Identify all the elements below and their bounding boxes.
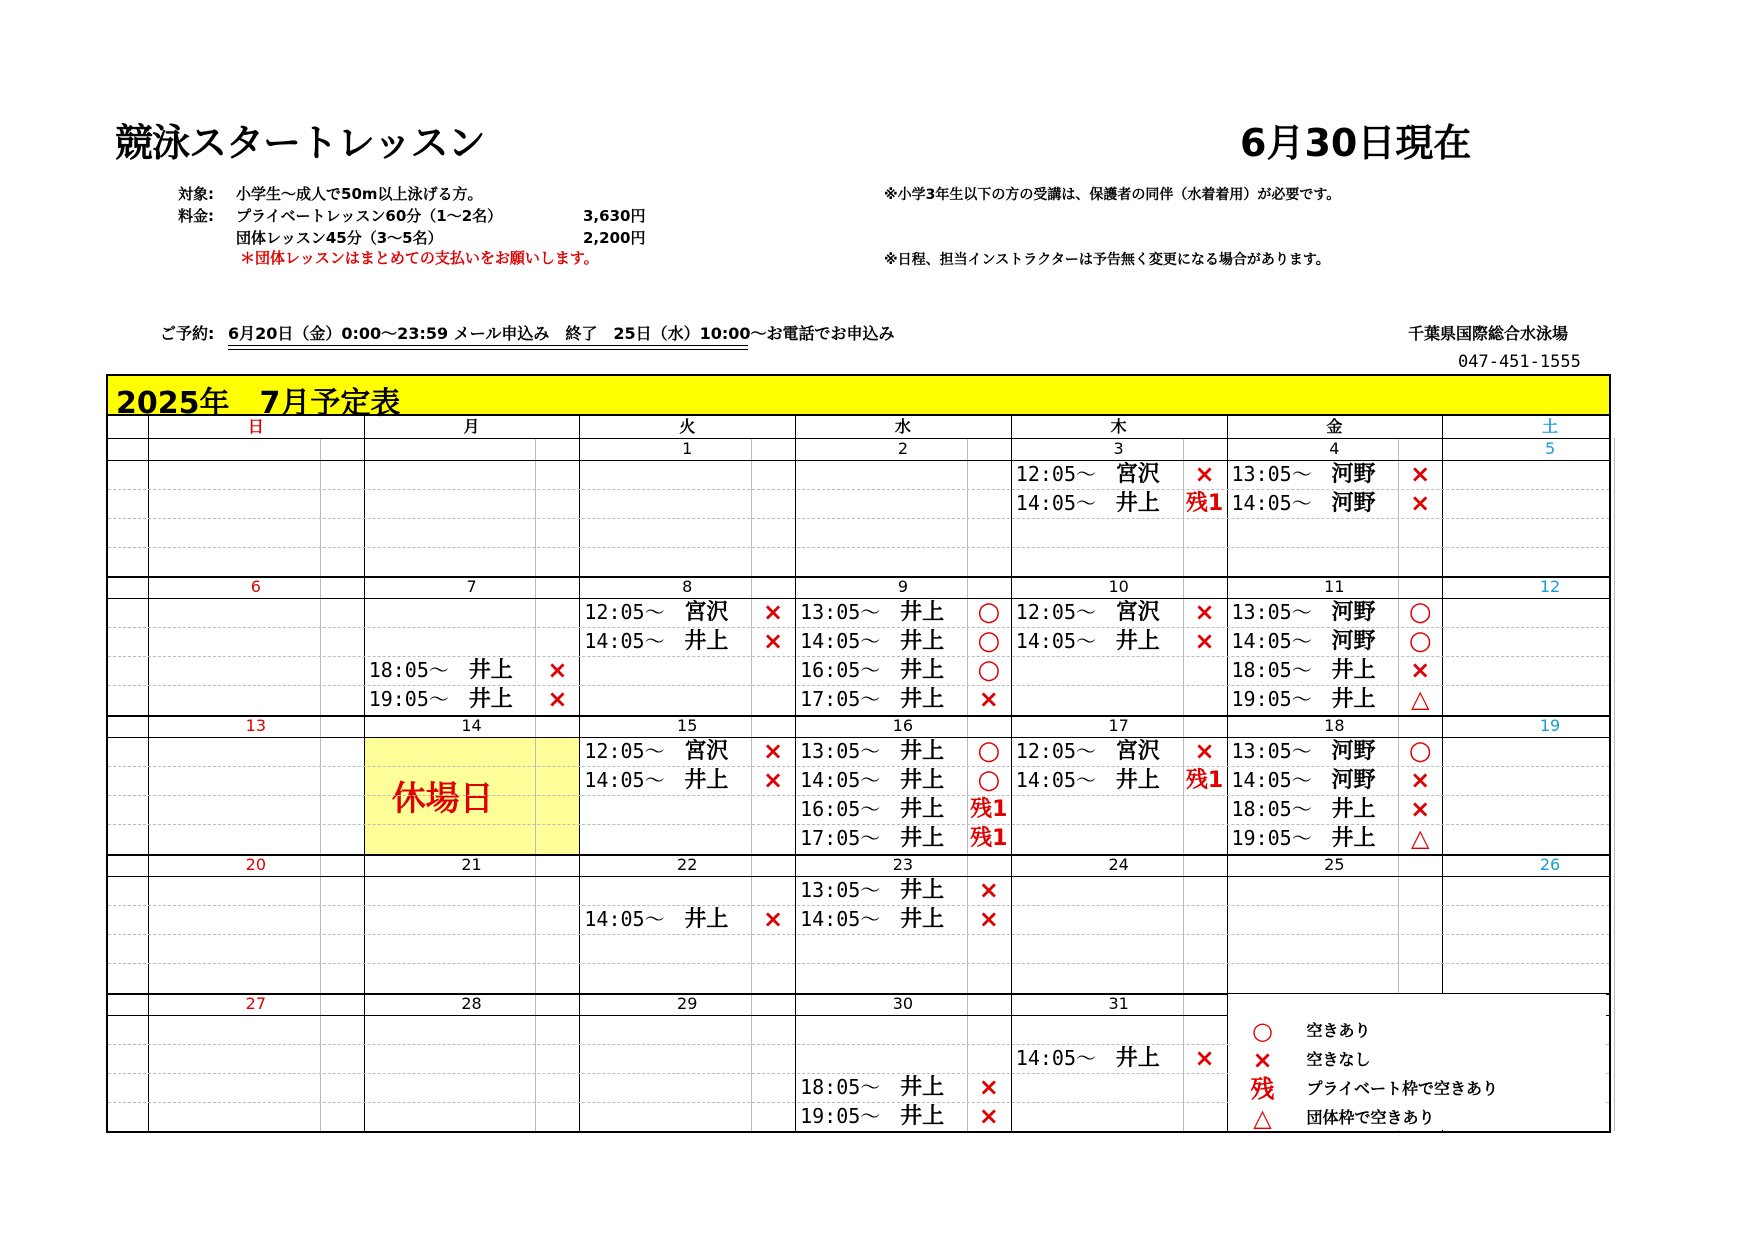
availability-mark: × — [978, 876, 999, 904]
slot-instructor: 井上 — [900, 1075, 945, 1100]
legend-text: 団体枠で空きあり — [1306, 1108, 1435, 1127]
slot-time: 12:05～ — [584, 600, 665, 624]
grid-line-mark-col — [751, 438, 752, 1131]
lesson-slot — [1232, 627, 1396, 656]
lesson-slot — [1016, 627, 1180, 656]
date-number: 17 — [1108, 716, 1129, 735]
slot-time: 16:05～ — [800, 658, 881, 682]
availability-mark: 残1 — [970, 826, 1008, 851]
slot-time: 14:05～ — [800, 768, 881, 792]
availability-mark: × — [978, 1102, 999, 1130]
availability-mark: × — [1194, 1044, 1215, 1072]
slot-time: 14:05～ — [1015, 1046, 1097, 1070]
slot-time: 14:05～ — [1231, 768, 1312, 792]
date-number: 20 — [245, 855, 267, 874]
slot-time: 18:05～ — [800, 1075, 881, 1099]
page-title: 競泳スタートレッスン — [115, 121, 485, 165]
slot-time: 13:05～ — [800, 600, 881, 624]
slot-instructor: 井上 — [468, 658, 513, 683]
slot-row-line — [108, 547, 1609, 548]
date-number: 26 — [1539, 855, 1561, 874]
lesson-slot — [584, 598, 748, 627]
availability-mark: × — [1410, 656, 1431, 684]
availability-mark: × — [1410, 766, 1431, 794]
lesson-slot — [1232, 795, 1396, 824]
date-number: 30 — [892, 994, 914, 1013]
availability-mark: × — [547, 685, 568, 713]
slot-row-line — [108, 518, 1609, 519]
slot-row-line — [108, 934, 1609, 935]
slot-instructor: 河野 — [1331, 768, 1376, 793]
lesson-slot — [800, 656, 964, 685]
date-number: 1 — [682, 439, 693, 458]
date-number: 11 — [1324, 577, 1345, 596]
availability-mark: × — [1410, 795, 1431, 823]
slot-instructor: 宮沢 — [684, 739, 729, 764]
lesson-slot — [800, 876, 964, 905]
date-number: 2 — [897, 439, 909, 458]
slot-instructor: 井上 — [900, 687, 945, 712]
slot-time: 14:05～ — [584, 768, 665, 792]
slot-instructor: 井上 — [1115, 1046, 1160, 1071]
slot-instructor: 井上 — [900, 907, 945, 932]
slot-instructor: 井上 — [1331, 658, 1376, 683]
slot-time: 19:05～ — [1231, 687, 1312, 711]
fee-group: 団体レッスン45分（3～5名） — [236, 229, 443, 247]
availability-mark: × — [763, 627, 784, 655]
slot-instructor: 井上 — [900, 797, 945, 822]
lesson-slot — [800, 1102, 964, 1131]
lesson-slot — [584, 905, 748, 934]
note-guardian: ※小学3年生以下の方の受講は、保護者の同伴（水着着用）が必要です。 — [884, 187, 1341, 203]
lesson-slot — [800, 766, 964, 795]
date-number: 13 — [245, 716, 267, 735]
slot-time: 14:05～ — [1015, 768, 1097, 792]
weekday-header: 金 — [1326, 417, 1343, 436]
calendar-table — [106, 374, 1611, 1133]
availability-mark: △ — [1410, 824, 1430, 852]
slot-time: 14:05～ — [1015, 629, 1097, 653]
legend-item — [1243, 1017, 1623, 1045]
weekday-header: 日 — [247, 417, 264, 436]
slot-time: 13:05～ — [800, 739, 881, 763]
lesson-slot — [800, 627, 964, 656]
availability-mark: × — [763, 737, 784, 765]
slot-instructor: 河野 — [1331, 600, 1376, 625]
lesson-slot — [584, 737, 748, 766]
date-number: 7 — [466, 577, 477, 596]
lesson-slot — [800, 737, 964, 766]
note-change: ※日程、担当インストラクターは予告無く変更になる場合があります。 — [884, 252, 1330, 268]
slot-time: 14:05～ — [1015, 491, 1097, 515]
availability-mark: △ — [1410, 685, 1430, 713]
legend-item — [1243, 1075, 1623, 1103]
phone-number: 047-451-1555 — [1458, 352, 1581, 372]
date-number: 22 — [677, 855, 698, 874]
slot-instructor: 宮沢 — [684, 600, 729, 625]
slot-instructor: 宮沢 — [1115, 600, 1160, 625]
date-number: 18 — [1324, 716, 1345, 735]
availability-mark: × — [1194, 460, 1215, 488]
slot-time: 17:05～ — [800, 687, 881, 711]
lesson-slot — [800, 824, 964, 853]
availability-mark: ○ — [977, 626, 1001, 656]
slot-instructor: 河野 — [1331, 739, 1376, 764]
slot-time: 18:05～ — [368, 658, 449, 682]
weekday-header: 水 — [894, 417, 911, 436]
legend-symbol: △ — [1253, 1104, 1272, 1132]
slot-instructor: 井上 — [684, 907, 729, 932]
availability-mark: × — [978, 905, 999, 933]
slot-instructor: 井上 — [1331, 826, 1376, 851]
reservation-info — [160, 321, 895, 344]
availability-mark: × — [763, 905, 784, 933]
slot-instructor: 井上 — [900, 629, 945, 654]
date-number: 6 — [250, 577, 261, 596]
availability-mark: × — [763, 598, 784, 626]
reservation-text: 6月20日（金）0:00～23:59 メール申込み 終了 25日（水）10:00～お電話でお申込み — [227, 324, 895, 343]
legend-symbol: × — [1252, 1046, 1273, 1074]
slot-instructor: 井上 — [900, 600, 945, 625]
date-number: 16 — [892, 716, 914, 735]
date-number: 21 — [461, 855, 482, 874]
slot-time: 12:05～ — [584, 739, 665, 763]
availability-mark: × — [978, 1073, 999, 1101]
lesson-slot — [1232, 685, 1396, 714]
lesson-slot — [1016, 766, 1180, 795]
availability-mark: ○ — [977, 655, 1001, 685]
grid-line-day — [579, 416, 580, 1131]
legend-symbol: 残 — [1250, 1075, 1275, 1103]
availability-mark: × — [1194, 598, 1215, 626]
slot-instructor: 井上 — [900, 1104, 945, 1129]
as-of-date: 6月30日現在 — [1240, 121, 1472, 165]
legend-text: 空きあり — [1306, 1021, 1371, 1040]
grid-line-mark-col — [1183, 438, 1184, 1131]
grid-line-mark-col — [320, 438, 321, 1131]
facility-name: 千葉県国際総合水泳場 — [1408, 324, 1569, 343]
date-number: 23 — [892, 855, 914, 874]
lesson-slot — [1232, 656, 1396, 685]
slot-time: 14:05～ — [1231, 629, 1312, 653]
date-number: 28 — [461, 994, 482, 1013]
slot-instructor: 河野 — [1331, 491, 1376, 516]
slot-time: 19:05～ — [1231, 826, 1312, 850]
slot-instructor: 井上 — [1331, 797, 1376, 822]
grid-line-mark-col — [535, 438, 536, 1131]
date-number: 29 — [677, 994, 698, 1013]
availability-mark: ○ — [977, 597, 1001, 627]
slot-instructor: 井上 — [1115, 768, 1160, 793]
slot-instructor: 河野 — [1331, 462, 1376, 487]
date-number: 14 — [461, 716, 482, 735]
lesson-slot — [1232, 489, 1396, 518]
grid-line-left-strip — [148, 416, 149, 1131]
date-number: 27 — [245, 994, 267, 1013]
slot-time: 12:05～ — [1015, 739, 1097, 763]
availability-mark: ○ — [977, 765, 1001, 795]
reservation-label: ご予約: — [160, 324, 215, 343]
slot-instructor: 井上 — [900, 878, 945, 903]
availability-mark: × — [763, 766, 784, 794]
date-number: 31 — [1108, 994, 1129, 1013]
availability-mark: × — [1410, 489, 1431, 517]
lesson-slot — [800, 685, 964, 714]
lesson-slot — [800, 795, 964, 824]
availability-mark: × — [978, 685, 999, 713]
slot-time: 12:05～ — [1015, 600, 1097, 624]
lesson-slot — [1232, 460, 1396, 489]
lesson-slot — [369, 656, 533, 685]
slot-time: 13:05～ — [1231, 739, 1312, 763]
slot-time: 14:05～ — [800, 907, 881, 931]
slot-time: 18:05～ — [1231, 658, 1312, 682]
lesson-slot — [1016, 737, 1180, 766]
slot-instructor: 井上 — [900, 739, 945, 764]
lesson-slot — [800, 905, 964, 934]
availability-mark: ○ — [1408, 626, 1432, 656]
legend-symbol: ○ — [1252, 1017, 1273, 1045]
fee-label: 料金: — [178, 207, 214, 225]
slot-time: 19:05～ — [800, 1104, 881, 1128]
date-number: 25 — [1324, 855, 1345, 874]
slot-time: 12:05～ — [1015, 462, 1097, 486]
grid-line-day — [364, 416, 365, 1131]
fee-private: プライベートレッスン60分（1～2名） — [236, 207, 503, 225]
slot-time: 14:05～ — [584, 907, 665, 931]
lesson-slot — [1016, 598, 1180, 627]
calendar-title: 2025年 7月予定表 — [116, 386, 401, 421]
lesson-slot — [1232, 737, 1396, 766]
date-number: 12 — [1539, 577, 1561, 596]
lesson-slot — [369, 685, 533, 714]
availability-mark: × — [1194, 737, 1215, 765]
date-number — [364, 439, 580, 459]
lesson-slot — [584, 627, 748, 656]
slot-time: 13:05～ — [800, 878, 881, 902]
target-value: 小学生～成人で50m以上泳げる方。 — [236, 185, 483, 203]
lesson-slot — [1232, 766, 1396, 795]
slot-instructor: 宮沢 — [1115, 462, 1160, 487]
lesson-slot — [1232, 824, 1396, 853]
slot-time: 16:05～ — [800, 797, 881, 821]
slot-instructor: 河野 — [1331, 629, 1376, 654]
slot-time: 13:05～ — [1231, 462, 1312, 486]
fee-note: ＊団体レッスンはまとめての支払いをお願いします。 — [240, 249, 599, 267]
slot-time: 17:05～ — [800, 826, 881, 850]
availability-mark: 残1 — [1185, 491, 1224, 516]
weekday-header: 火 — [679, 417, 696, 436]
reservation-underline — [228, 345, 748, 350]
lesson-slot — [800, 598, 964, 627]
slot-time: 14:05～ — [800, 629, 881, 653]
slot-instructor: 宮沢 — [1115, 739, 1160, 764]
target-label: 対象: — [178, 185, 214, 203]
date-number: 3 — [1113, 439, 1124, 458]
weekday-header: 月 — [463, 417, 480, 436]
legend-text: 空きなし — [1306, 1050, 1371, 1069]
weekday-header: 土 — [1542, 417, 1559, 436]
date-number: 19 — [1539, 716, 1561, 735]
weekday-header: 木 — [1110, 417, 1127, 436]
legend-item — [1243, 1046, 1623, 1074]
slot-time: 18:05～ — [1231, 797, 1312, 821]
slot-instructor: 井上 — [684, 768, 729, 793]
slot-instructor: 井上 — [1115, 491, 1160, 516]
slot-instructor: 井上 — [1331, 687, 1376, 712]
slot-instructor: 井上 — [684, 629, 729, 654]
date-number: 15 — [677, 716, 698, 735]
slot-instructor: 井上 — [900, 826, 945, 851]
availability-mark: ○ — [1408, 597, 1432, 627]
grid-line-day — [1011, 416, 1012, 1131]
availability-mark: × — [1194, 627, 1215, 655]
availability-mark: 残1 — [1185, 768, 1224, 793]
slot-time: 14:05～ — [584, 629, 665, 653]
slot-instructor: 井上 — [1115, 629, 1160, 654]
slot-time: 14:05～ — [1231, 491, 1312, 515]
availability-mark: 残1 — [970, 797, 1008, 822]
lesson-slot — [1016, 460, 1180, 489]
date-number: 8 — [682, 577, 693, 596]
availability-mark: × — [547, 656, 568, 684]
fee-private-price: 3,630円 — [583, 207, 646, 225]
grid-line-mark-col — [967, 438, 968, 1131]
availability-mark: × — [1410, 460, 1431, 488]
lesson-slot — [1232, 598, 1396, 627]
slot-instructor: 井上 — [900, 768, 945, 793]
date-number: 4 — [1329, 439, 1340, 458]
date-number: 9 — [897, 577, 909, 596]
slot-instructor: 井上 — [468, 687, 513, 712]
slot-time: 13:05～ — [1231, 600, 1312, 624]
availability-mark: ○ — [1408, 736, 1432, 766]
lesson-slot — [1016, 1044, 1180, 1073]
date-number: 24 — [1108, 855, 1129, 874]
slot-time: 19:05～ — [368, 687, 449, 711]
date-number: 10 — [1108, 577, 1129, 596]
lesson-slot — [1016, 489, 1180, 518]
legend-text: プライベート枠で空きあり — [1306, 1079, 1499, 1098]
availability-mark: ○ — [977, 736, 1001, 766]
grid-line-day — [795, 416, 796, 1131]
legend-item — [1243, 1104, 1623, 1132]
date-number — [148, 439, 364, 459]
slot-row-line — [108, 963, 1609, 964]
lesson-slot — [584, 766, 748, 795]
date-number: 5 — [1544, 439, 1556, 458]
lesson-slot — [800, 1073, 964, 1102]
slot-instructor: 井上 — [900, 658, 945, 683]
calendar-banner — [108, 376, 1609, 421]
fee-group-price: 2,200円 — [583, 229, 646, 247]
closed-day-label: 休場日 — [391, 779, 494, 819]
